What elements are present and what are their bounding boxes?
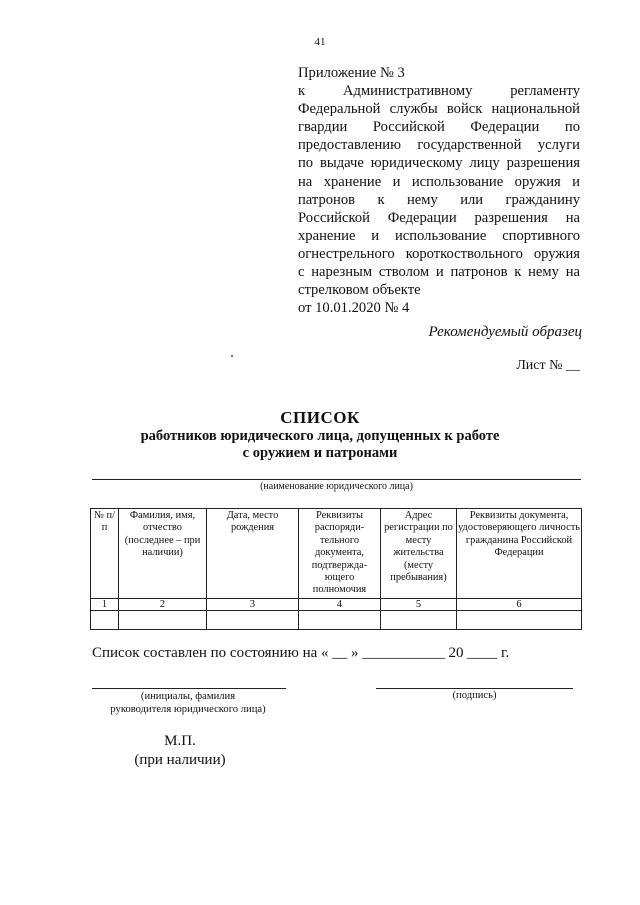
recommended-sample-label: Рекомендуемый образец: [428, 324, 582, 340]
subtitle-line: работников юридического лица, допущенных к работе: [140, 428, 500, 444]
annex-line: патронов к нему или гражданину: [298, 191, 580, 208]
header-cell-id-doc: Реквизиты документа, удостоверяющего личность гражданина Российской Федерации: [457, 509, 582, 599]
column-number: 1: [91, 598, 119, 610]
table-row: [91, 610, 582, 629]
sheet-number: Лист № __: [516, 358, 580, 373]
column-number: 5: [381, 598, 457, 610]
table-cell[interactable]: [119, 610, 207, 629]
stamp-place: [128, 732, 232, 770]
table-cell[interactable]: [457, 610, 582, 629]
stamp-label: М.П.: [164, 733, 196, 749]
column-number: 6: [457, 598, 582, 610]
annex-line: Федеральной службы войск национальной: [298, 101, 580, 118]
name-signature-line: [92, 688, 286, 689]
annex-line: по выдаче юридическому лицу разрешения: [298, 155, 580, 172]
name-caption: [88, 690, 288, 716]
name-caption-line: руководителя юридического лица): [110, 704, 266, 715]
annex-line: с нарезным стволом и патронов к нему на: [298, 264, 580, 281]
table-cell[interactable]: [207, 610, 299, 629]
annex-line: Приложение № 3: [298, 65, 405, 81]
table-cell[interactable]: [299, 610, 381, 629]
scan-speck: [231, 355, 233, 357]
annex-line: стрелковом объекте: [298, 282, 421, 299]
table-cell[interactable]: [381, 610, 457, 629]
header-cell-birth: Дата, место рождения: [207, 509, 299, 599]
column-number: 2: [119, 598, 207, 610]
table-header-row: [91, 509, 582, 599]
annex-line: к Административному регламенту: [298, 83, 580, 100]
column-number: 3: [207, 598, 299, 610]
document-subtitle: [0, 428, 640, 462]
org-name-line: [92, 479, 581, 480]
annex-line: Российской Федерации разрешения на: [298, 209, 580, 226]
annex-date-line: от 10.01.2020 № 4: [298, 300, 410, 317]
column-number: 4: [299, 598, 381, 610]
annex-line: гвардии Российской Федерации по: [298, 119, 580, 136]
header-cell-authority-doc: Реквизиты распоряди-тельного документа, подтвержда-ющего полномочия: [299, 509, 381, 599]
header-cell-full-name: Фамилия, имя, отчество (последнее – при наличии): [119, 509, 207, 599]
header-cell-number: № п/п: [91, 509, 119, 599]
name-caption-line: (инициалы, фамилия: [140, 691, 236, 702]
table-number-row: [91, 598, 582, 610]
table-cell[interactable]: [91, 610, 119, 629]
signature-caption: (подпись): [452, 690, 497, 701]
annex-line: хранение и использование спортивного: [298, 227, 580, 244]
annex-line: предоставлению государственной услуги: [298, 137, 580, 154]
stamp-note: (при наличии): [134, 752, 226, 768]
compiled-date-line: Список составлен по состоянию на « __ » ___________ 20 ____ г.: [92, 645, 510, 661]
org-name-caption: (наименование юридического лица): [260, 481, 413, 492]
page-number: 41: [314, 36, 326, 48]
subtitle-line: с оружием и патронами: [242, 445, 398, 461]
signature-line: [376, 688, 573, 689]
annex-block: [298, 64, 580, 317]
annex-line: на хранение и использование оружия и: [298, 173, 580, 190]
annex-line: огнестрельного короткоствольного оружия: [298, 245, 580, 262]
document-title: СПИСОК: [280, 408, 360, 427]
header-cell-address: Адрес регистрации по месту жительства (месту пребывания): [381, 509, 457, 599]
employees-table: [90, 508, 582, 630]
